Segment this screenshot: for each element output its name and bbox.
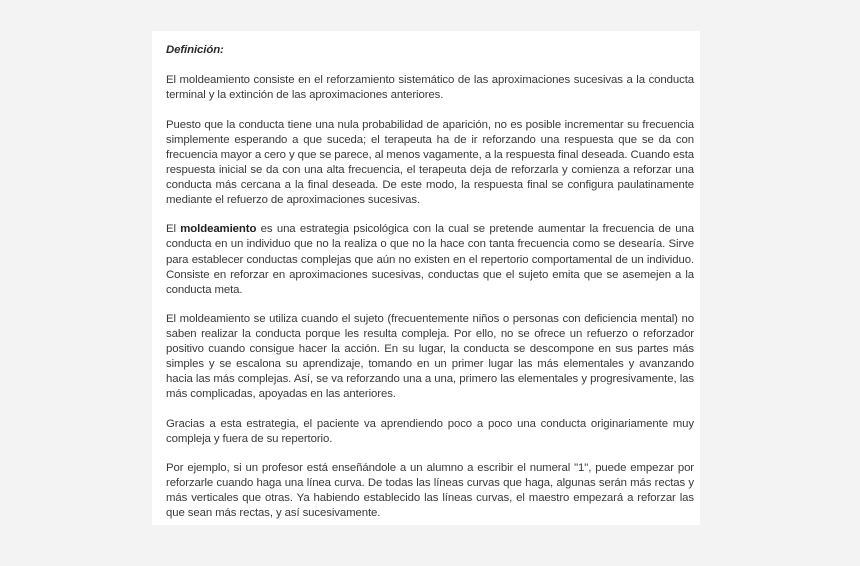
paragraph-3-text: es una estrategia psicológica con la cual se pretende aumentar la frecuencia de una conducta en un individuo que no la realiza o que no la hace con tanta frecuencia como se desearía. Sirve para establecer conductas complejas que aún no existen en el repertorio comportamental de un individuo. Consiste en reforzar en aproximaciones sucesivas, conductas que el sujeto emita que se asemejen a la conducta meta. [166,223,694,296]
paragraph-5: Gracias a esta estrategia, el paciente va aprendiendo poco a poco una conducta originariamente muy compleja y fuera de su repertorio. [166,417,694,445]
document-page [152,31,700,525]
paragraph-3-lead: El [166,223,181,236]
paragraph-1: El moldeamiento consiste en el reforzamiento sistemático de las aproximaciones sucesivas a la conducta terminal y la extinción de las aproximaciones anteriores. [166,74,694,102]
document-body [166,43,694,536]
paragraph-3 [166,222,694,297]
paragraph-3-bold-term: moldeamiento [180,223,257,236]
definition-heading: Definición: [166,44,224,56]
paragraph-2: Puesto que la conducta tiene una nula probabilidad de aparición, no es posible incrementar su frecuencia simplemente esperando a que suceda; el terapeuta ha de ir reforzando una respuesta que se da con frecuencia mayor a cero y que se parece, al menos vagamente, a la respuesta final deseada. Cuando esta respuesta inicial se da con una alta frecuencia, el terapeuta deja de reforzarla y comienza a reforzar una conducta más cercana a la final deseada. De este modo, la respuesta final se configura paulatinamente mediante el refuerzo de aproximaciones sucesivas. [166,118,695,207]
paragraph-6: Por ejemplo, si un profesor está enseñándole a un alumno a escribir el numeral "1", puede empezar por reforzarle cuando haga una línea curva. De todas las líneas curvas que haga, algunas serán más rectas y más verticales que otras. Ya habiendo establecido las líneas curvas, el maestro empezará a reforzar las que sean más rectas, y así sucesivamente. [166,462,694,520]
paragraph-4: El moldeamiento se utiliza cuando el sujeto (frecuentemente niños o personas con deficiencia mental) no saben realizar la conducta porque les resulta compleja. Por ello, no se ofrece un refuerzo o reforzador positivo cuando consigue hacer la acción. En su lugar, la conducta se descompone en sus partes más simples y se escalona su aprendizaje, tomando en un primer lugar las más elementales y avanzando hacia las más complejas. Así, se va reforzando una a una, primero las elementales y progresivamente, las más complicadas, apoyadas en las anteriores. [166,312,694,401]
